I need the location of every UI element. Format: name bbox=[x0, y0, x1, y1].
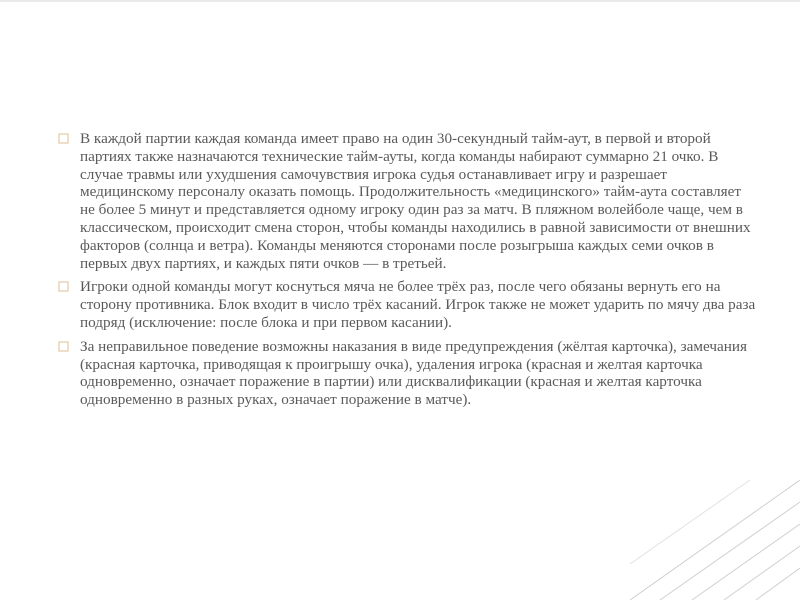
corner-decoration-lines bbox=[630, 480, 800, 600]
bullet-item bbox=[56, 338, 756, 409]
hollow-square-bullet-icon bbox=[58, 133, 69, 144]
bullet-text: За неправильное поведение возможны наказания в виде предупреждения (жёлтая карточка), замечания (красная карточка, приводящая к проигрышу очка), удаления игрока (красная и желтая карточка одновременно, означает поражение в партии) или дисквалификации (красная и желтая карточка одновременно в разных руках, означает поражение в матче). bbox=[80, 337, 747, 409]
hollow-square-bullet-icon bbox=[58, 281, 69, 292]
bullet-item bbox=[56, 278, 756, 331]
hollow-square-bullet-icon bbox=[58, 341, 69, 352]
bullet-item bbox=[56, 130, 756, 272]
top-rule bbox=[0, 0, 800, 2]
bullet-text: В каждой партии каждая команда имеет право на один 30-секундный тайм-аут, в первой и второй партиях также назначаются технические тайм-ауты, когда команды набирают суммарно 21 очко. В случае травмы или ухудшения самочувствия игрока судья останавливает игру и разрешает медицинскому персоналу оказать помощь. Продолжительность «медицинского» тайм-аута составляет не более 5 минут и представляется одному игроку один раз за матч. В пляжном волейболе чаще, чем в классическом, происходит смена сторон, чтобы команды находились в равной зависимости от внешних факторов (солнца и ветра). Команды меняются сторонами после розыгрыша каждых семи очков в первых двух партиях, и каждых пяти очков — в третьей. bbox=[80, 130, 751, 272]
bullet-text: Игроки одной команды могут коснуться мяча не более трёх раз, после чего обязаны вернуть его на сторону противника. Блок входит в число трёх касаний. Игрок также не может ударить по мячу два раза подряд (исключение: после блока и при первом касании). bbox=[80, 278, 756, 331]
bullet-list bbox=[56, 130, 756, 415]
